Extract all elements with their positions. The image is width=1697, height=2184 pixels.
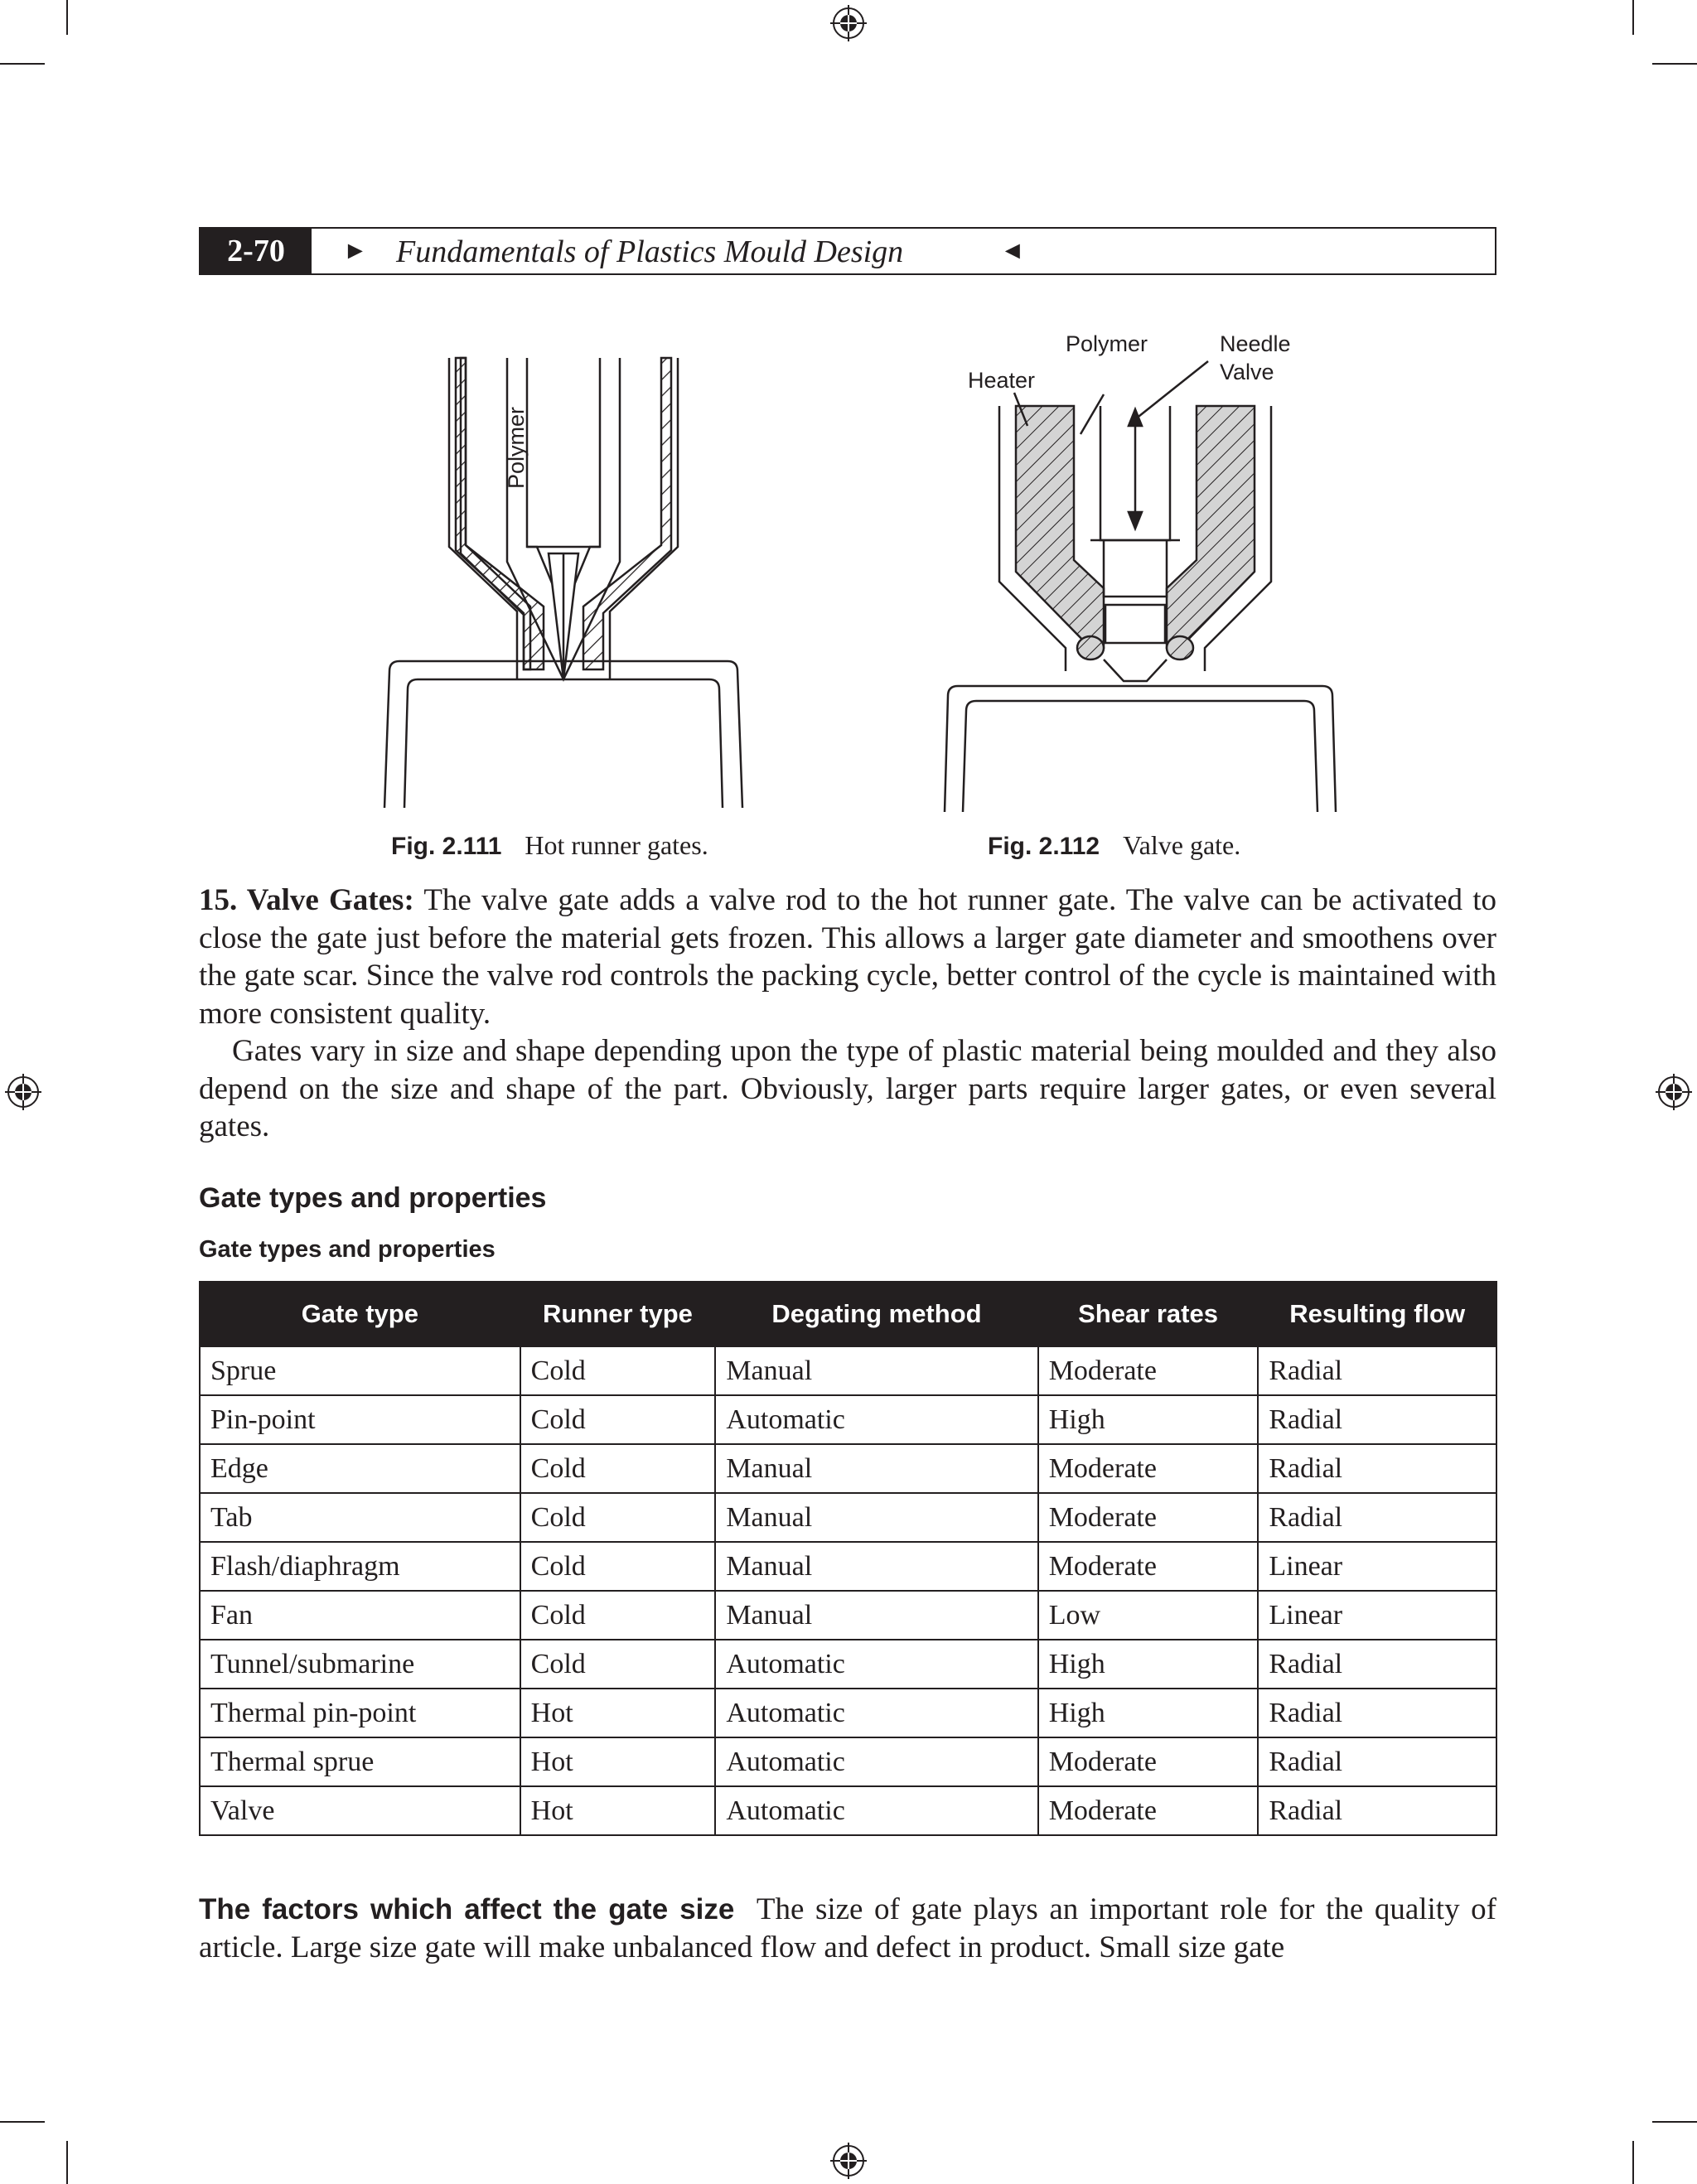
table-cell: Manual: [715, 1444, 1037, 1493]
table-cell: Linear: [1258, 1542, 1496, 1591]
fig2-polymer-label: Polymer: [1066, 331, 1148, 356]
gate-size-factors-heading: The factors which affect the gate size: [199, 1893, 735, 1925]
gates-size-paragraph: Gates vary in size and shape depending upon the type of plastic material being moulded and they also depend on the size and shape of the part. Obviously, larger parts require larger gates, or even several gates.: [199, 1034, 1496, 1143]
table-row: [200, 1591, 1496, 1640]
fig1-caption: [391, 829, 708, 863]
figure-hot-runner-gates: [365, 348, 762, 820]
table-cell: Radial: [1258, 1444, 1496, 1493]
fig2-caption-text: Valve gate.: [1123, 830, 1241, 860]
table-cell: Moderate: [1038, 1737, 1259, 1786]
table-cell: Manual: [715, 1493, 1037, 1542]
table-cell: Radial: [1258, 1737, 1496, 1786]
table-cell: Automatic: [715, 1689, 1037, 1737]
column-header: Resulting flow: [1258, 1282, 1496, 1346]
registration-mark-icon: [830, 5, 867, 41]
table-row: [200, 1737, 1496, 1786]
table-cell: Hot: [520, 1786, 716, 1835]
registration-mark-icon: [830, 2143, 867, 2179]
table-cell: Cold: [520, 1542, 716, 1591]
gate-size-factors-paragraph: [199, 1891, 1496, 1966]
table-header-row: [200, 1282, 1496, 1346]
table-cell: Tunnel/submarine: [200, 1640, 520, 1689]
valve-gates-heading: 15. Valve Gates:: [199, 883, 414, 917]
table-section-heading: Gate types and properties: [199, 1182, 547, 1214]
table-cell: Tab: [200, 1493, 520, 1542]
table-row: [200, 1395, 1496, 1444]
table-row: [200, 1689, 1496, 1737]
table-cell: Cold: [520, 1444, 716, 1493]
gate-size-factors-text: The size of gate plays an important role for the quality of article. Large size gate will make unbalanced flow and defect in product. Small size gate: [199, 1892, 1496, 1964]
crop-mark: [1632, 0, 1634, 35]
table-row: [200, 1542, 1496, 1591]
table-cell: Radial: [1258, 1786, 1496, 1835]
fig1-caption-text: Hot runner gates.: [525, 830, 708, 860]
table-row: [200, 1346, 1496, 1395]
table-cell: Moderate: [1038, 1444, 1259, 1493]
table-cell: Cold: [520, 1640, 716, 1689]
column-header: Degating method: [715, 1282, 1037, 1346]
table-cell: Radial: [1258, 1346, 1496, 1395]
crop-mark: [0, 2121, 45, 2123]
figure-valve-gate: [928, 323, 1359, 820]
table-cell: Sprue: [200, 1346, 520, 1395]
table-cell: Radial: [1258, 1395, 1496, 1444]
table-cell: Radial: [1258, 1640, 1496, 1689]
valve-gates-text: The valve gate adds a valve rod to the hot runner gate. The valve can be activated to close the gate just before the material gets frozen. This allows a larger gate diameter and smoothens over the gate scar. Since the valve rod controls the packing cycle, better control of the cycle is maintained with more consistent quality.: [199, 883, 1496, 1031]
table-cell: Fan: [200, 1591, 520, 1640]
table-row: [200, 1444, 1496, 1493]
table-caption: Gate types and properties: [199, 1236, 496, 1263]
crop-mark: [1632, 2141, 1634, 2184]
crop-mark: [1652, 2121, 1697, 2123]
table-cell: Flash/diaphragm: [200, 1542, 520, 1591]
table-cell: Cold: [520, 1395, 716, 1444]
arrow-right-icon: ►: [343, 237, 368, 264]
crop-mark: [1652, 63, 1697, 65]
fig1-caption-number: Fig. 2.111: [391, 833, 502, 860]
table-cell: Manual: [715, 1542, 1037, 1591]
table-cell: Cold: [520, 1346, 716, 1395]
table-cell: Automatic: [715, 1737, 1037, 1786]
page-number: 2-70: [201, 229, 312, 273]
table-cell: High: [1038, 1640, 1259, 1689]
fig2-caption: [988, 829, 1240, 863]
table-row: [200, 1640, 1496, 1689]
table-cell: Hot: [520, 1689, 716, 1737]
crop-mark: [66, 0, 68, 35]
table-cell: Hot: [520, 1737, 716, 1786]
registration-mark-icon: [1656, 1074, 1692, 1110]
crop-mark: [0, 63, 45, 65]
table-cell: High: [1038, 1395, 1259, 1444]
table-cell: Linear: [1258, 1591, 1496, 1640]
table-row: [200, 1786, 1496, 1835]
table-cell: Cold: [520, 1591, 716, 1640]
table-cell: Valve: [200, 1786, 520, 1835]
registration-mark-icon: [5, 1074, 41, 1110]
fig2-caption-number: Fig. 2.112: [988, 833, 1100, 860]
table-cell: Low: [1038, 1591, 1259, 1640]
table-cell: Thermal sprue: [200, 1737, 520, 1786]
table-cell: Manual: [715, 1346, 1037, 1395]
table-cell: Edge: [200, 1444, 520, 1493]
table-cell: High: [1038, 1689, 1259, 1737]
table-cell: Pin-point: [200, 1395, 520, 1444]
crop-mark: [66, 2141, 68, 2184]
table-cell: Automatic: [715, 1640, 1037, 1689]
book-title: Fundamentals of Plastics Mould Design: [396, 234, 904, 269]
arrow-left-icon: ◄: [1000, 237, 1025, 264]
table-row: [200, 1493, 1496, 1542]
table-cell: Thermal pin-point: [200, 1689, 520, 1737]
table-cell: Moderate: [1038, 1542, 1259, 1591]
table-cell: Cold: [520, 1493, 716, 1542]
fig2-valve-label: Valve: [1220, 360, 1274, 384]
table-cell: Moderate: [1038, 1346, 1259, 1395]
table-cell: Automatic: [715, 1395, 1037, 1444]
table-cell: Manual: [715, 1591, 1037, 1640]
column-header: Gate type: [200, 1282, 520, 1346]
fig2-heater-label: Heater: [968, 368, 1036, 393]
gate-types-table: [199, 1281, 1497, 1836]
table-cell: Moderate: [1038, 1493, 1259, 1542]
table-cell: Radial: [1258, 1689, 1496, 1737]
table-cell: Radial: [1258, 1493, 1496, 1542]
column-header: Runner type: [520, 1282, 716, 1346]
running-header: [199, 227, 1496, 275]
fig2-needle-label: Needle: [1220, 331, 1291, 356]
valve-gates-paragraph: [199, 882, 1496, 1032]
column-header: Shear rates: [1038, 1282, 1259, 1346]
table-cell: Moderate: [1038, 1786, 1259, 1835]
fig1-polymer-label: Polymer: [504, 406, 529, 489]
table-cell: Automatic: [715, 1786, 1037, 1835]
